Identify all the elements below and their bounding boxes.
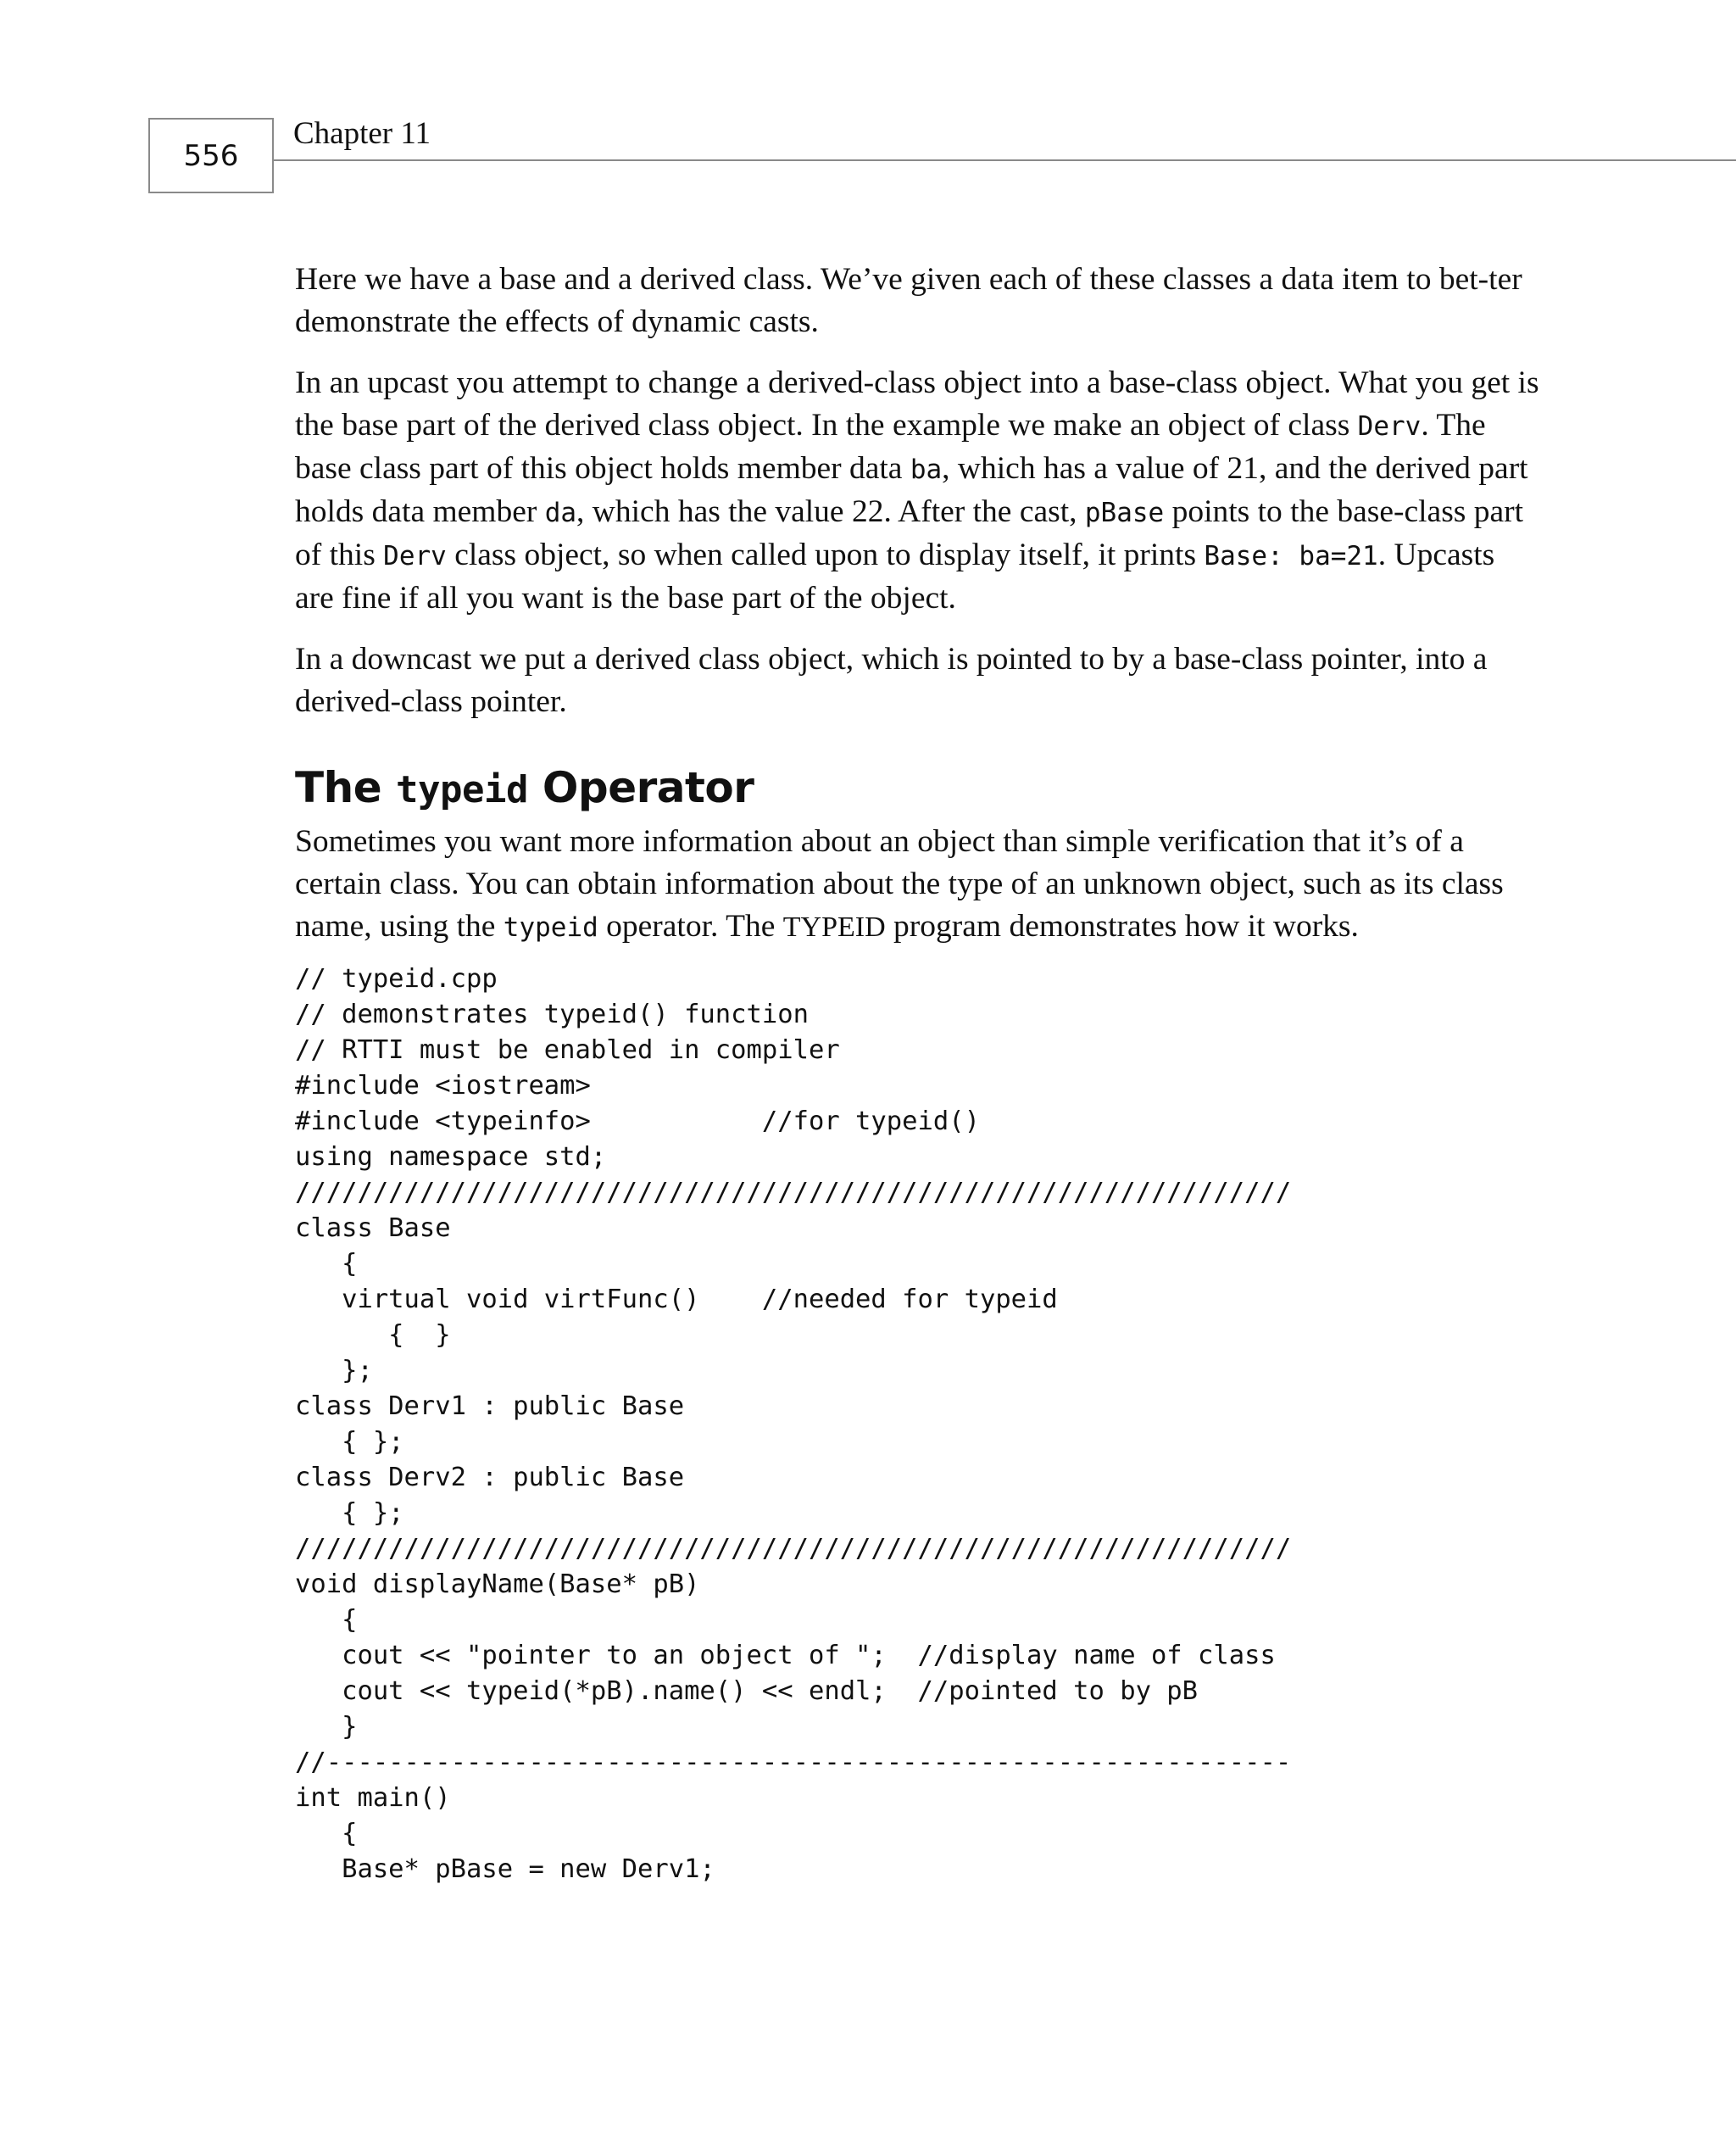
inline-code: ba xyxy=(910,454,943,485)
text-run: program demonstrates how it works. xyxy=(885,909,1359,944)
code-listing: // typeid.cpp // demonstrates typeid() function // RTTI must be enabled in compiler #include <iostream> #include <typeinfo> //for typeid() using namespace std; //////////////////////////////////////////////////////////////// class Base { virtual void virtFunc() //needed for typeid { } }; class Derv1 : public Base { }; class Derv2 : public Base { }; //////////////////////////////////////////////////////////////// void displayName(Base* pB) { cout << "pointer to an object of "; //display name of class cout << typeid(*pB).name() << endl; //pointed to by pB } //-------------------------------------------------------------- int main() { Base* pBase = new Derv1; xyxy=(295,964,1292,1884)
inline-code: Derv xyxy=(1357,411,1422,442)
header-rule xyxy=(274,159,1736,161)
inline-code: Derv xyxy=(383,541,447,571)
inline-code: Base: ba=21 xyxy=(1204,541,1378,571)
paragraph-upcast xyxy=(295,362,1541,620)
paragraph-downcast: In a downcast we put a derived class object, which is pointed to by a base-class pointer, into a derived-class pointer. xyxy=(295,642,1488,719)
paragraph-typeid-intro xyxy=(295,821,1541,949)
text-run: . Upcasts are fine if all you want is the base part of the object. xyxy=(295,538,1495,616)
page-number: 556 xyxy=(148,118,274,193)
text-run: Sometimes you want more information about an object than simple verification that it’s of a certain class. You can obtain information about the type of an unknown object, such as its class name, using the xyxy=(295,824,1504,944)
inline-code: typeid xyxy=(503,912,598,943)
inline-code: da xyxy=(544,498,577,528)
program-name: TYPEID xyxy=(782,911,886,943)
text-run: , which has a value of 21, and the derived part holds data member xyxy=(295,451,1528,529)
section-heading xyxy=(295,762,1541,816)
chapter-title: Chapter 11 xyxy=(293,116,431,151)
text-run: class object, so when called upon to display itself, it prints xyxy=(446,538,1205,572)
text-run: points to the base-class part of this xyxy=(295,494,1524,572)
page-content xyxy=(295,259,1541,967)
text-run: . The base class part of this object holds member data xyxy=(295,408,1486,486)
text-run: In an upcast you attempt to change a derived-class object into a base-class object. What you get is the base part of the derived class object. In the example we make an object of class xyxy=(295,365,1539,443)
paragraph-intro: Here we have a base and a derived class. We’ve given each of these classes a data item to bet-ter demonstrate the effects of dynamic casts. xyxy=(295,262,1522,339)
text-run: operator. The xyxy=(598,909,783,944)
inline-code: pBase xyxy=(1084,498,1165,528)
heading-text: The xyxy=(295,763,397,812)
heading-text: Operator xyxy=(527,763,754,812)
heading-code: typeid xyxy=(396,768,528,811)
text-run: , which has the value 22. After the cast, xyxy=(576,494,1085,529)
